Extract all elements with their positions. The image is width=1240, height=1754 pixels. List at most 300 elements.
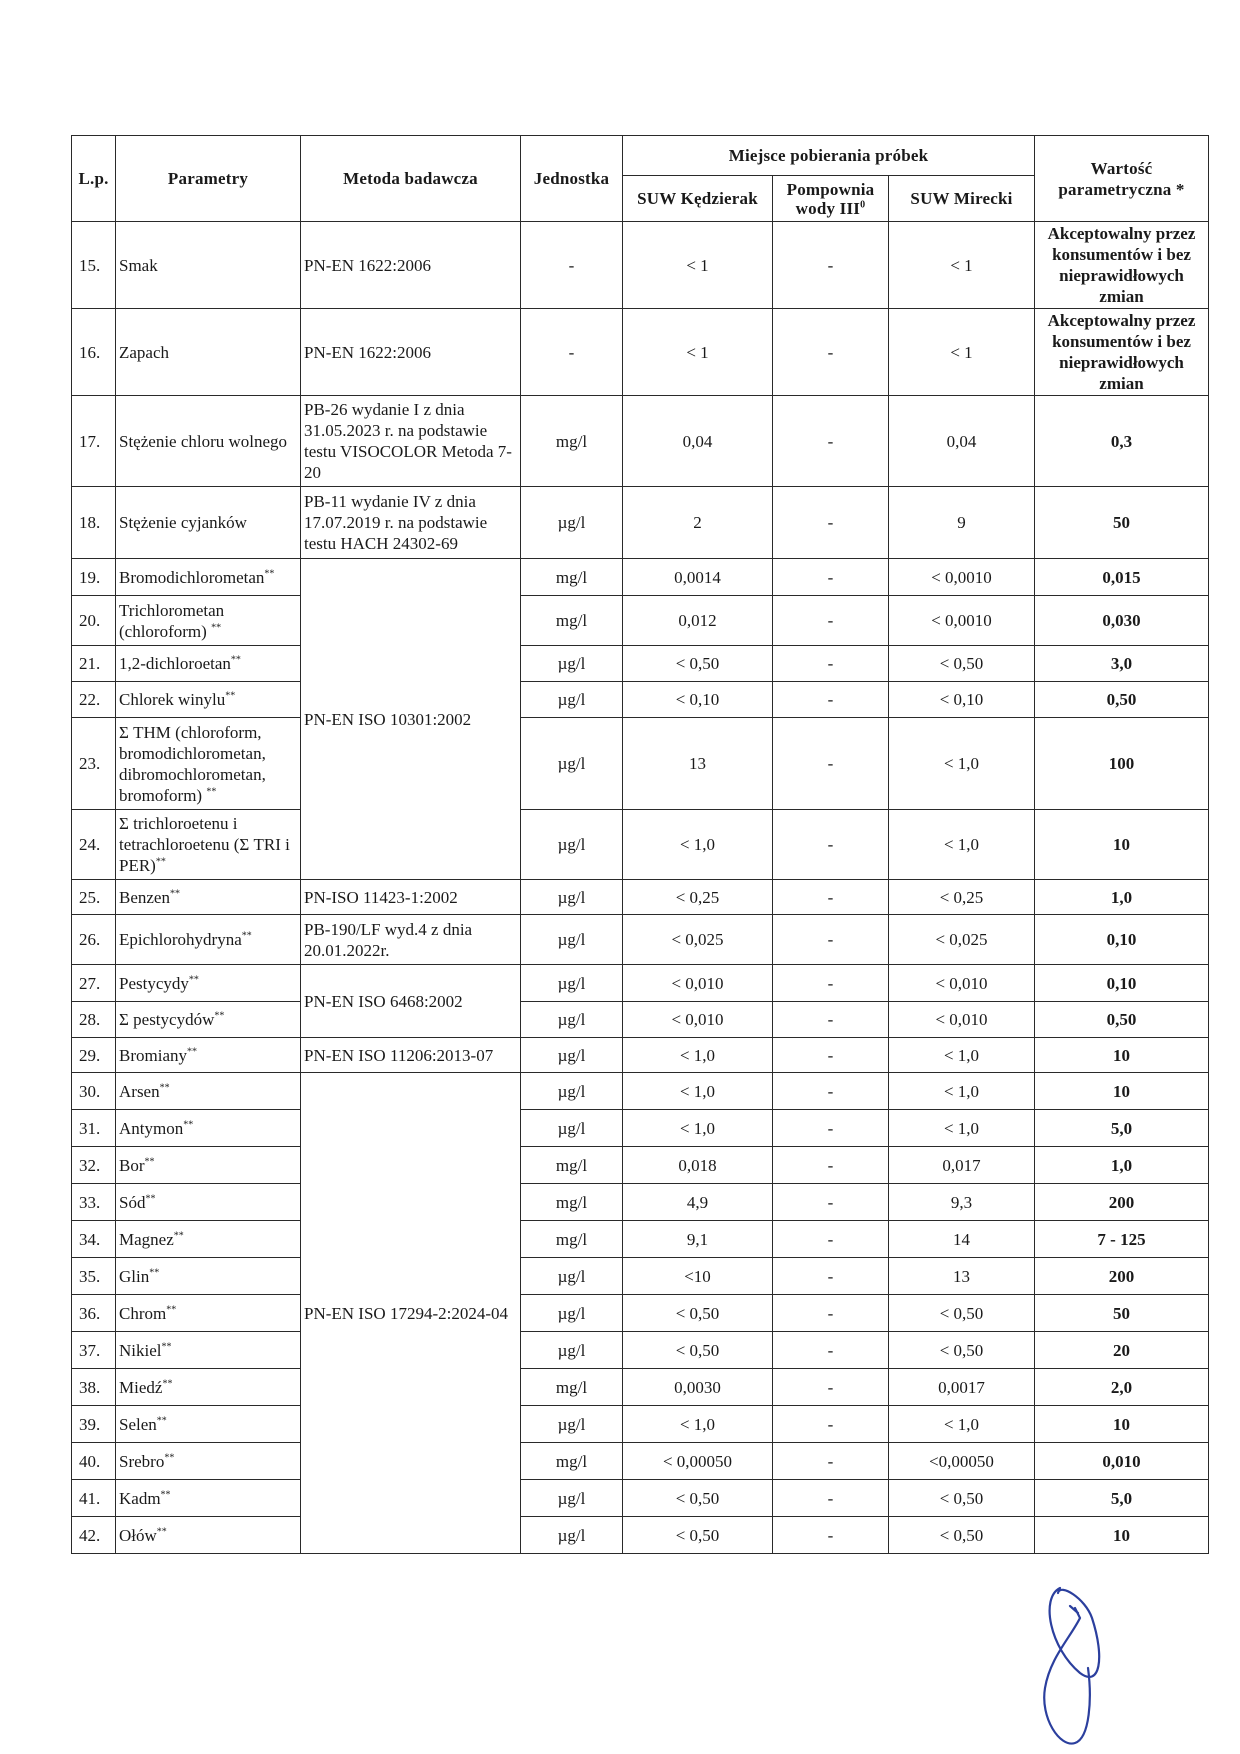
limit-value: 10 bbox=[1035, 1038, 1209, 1073]
site2-value: - bbox=[773, 915, 889, 965]
parameter-name: Bromodichlorometan bbox=[119, 567, 265, 587]
table-row bbox=[72, 880, 1209, 915]
site2-value: - bbox=[773, 646, 889, 682]
site3-value: < 0,10 bbox=[889, 682, 1035, 718]
lp: 24. bbox=[79, 835, 101, 854]
site3-value: 0,04 bbox=[889, 396, 1035, 487]
lp-cell bbox=[72, 1184, 116, 1221]
lp: 28. bbox=[79, 1010, 101, 1029]
site2-value: - bbox=[773, 309, 889, 396]
table-row bbox=[72, 915, 1209, 965]
parameter-name: Benzen bbox=[119, 887, 170, 907]
parameter-name: Σ THM (chloroform, bromodichlorometan, dibromochlorometan, bromoform) bbox=[119, 722, 266, 805]
lp: 29. bbox=[79, 1045, 101, 1065]
site2-value: - bbox=[773, 596, 889, 646]
header-method: Metoda badawcza bbox=[301, 136, 521, 222]
lp-cell bbox=[72, 1002, 116, 1038]
site3-value: < 0,50 bbox=[889, 646, 1035, 682]
parameter-name: Σ pestycydów bbox=[119, 1010, 215, 1029]
site1-value: < 0,50 bbox=[623, 1517, 773, 1554]
site1-value: 4,9 bbox=[623, 1184, 773, 1221]
parameter-cell: Stężenie cyjanków bbox=[116, 487, 301, 559]
site2-value: - bbox=[773, 1002, 889, 1038]
method-cell: PN-ISO 11423-1:2002 bbox=[301, 880, 521, 915]
limit-value: 100 bbox=[1035, 718, 1209, 810]
lp-cell bbox=[72, 1221, 116, 1258]
parameter-cell bbox=[116, 718, 301, 810]
lp: 15. bbox=[79, 255, 101, 275]
footnote-mark: ** bbox=[149, 1266, 160, 1278]
site3-value: < 0,010 bbox=[889, 965, 1035, 1002]
parameter-cell bbox=[116, 1221, 301, 1258]
lp-cell bbox=[72, 1369, 116, 1406]
site3-value: < 1,0 bbox=[889, 1406, 1035, 1443]
header-site-kedzierak: SUW Kędzierak bbox=[623, 176, 773, 222]
limit-value: 0,50 bbox=[1035, 682, 1209, 718]
site3-value: < 0,50 bbox=[889, 1295, 1035, 1332]
unit-cell: µg/l bbox=[521, 718, 623, 810]
water-quality-table bbox=[71, 135, 1209, 1554]
lp: 38. bbox=[79, 1377, 101, 1397]
lp: 23. bbox=[79, 754, 101, 773]
parameter-name: Σ trichloroetenu i tetrachloroetenu (Σ TRI i PER) bbox=[119, 814, 290, 875]
limit-value: 0,3 bbox=[1035, 396, 1209, 487]
unit-cell: µg/l bbox=[521, 915, 623, 965]
table-row bbox=[72, 1369, 1209, 1406]
lp: 42. bbox=[79, 1525, 101, 1545]
footnote-mark: ** bbox=[264, 567, 275, 579]
site2-value: - bbox=[773, 718, 889, 810]
parameter-cell bbox=[116, 810, 301, 880]
unit-cell: µg/l bbox=[521, 880, 623, 915]
site2-value: - bbox=[773, 487, 889, 559]
table-row bbox=[72, 682, 1209, 718]
lp-cell bbox=[72, 1147, 116, 1184]
site1-value: 13 bbox=[623, 718, 773, 810]
footnote-mark: ** bbox=[169, 887, 180, 899]
unit-cell: µg/l bbox=[521, 1073, 623, 1110]
site1-value: < 0,25 bbox=[623, 880, 773, 915]
limit-value: 10 bbox=[1035, 1517, 1209, 1554]
lp: 16. bbox=[79, 342, 101, 362]
lp: 17. bbox=[79, 431, 101, 451]
unit-cell: - bbox=[521, 309, 623, 396]
unit-cell: µg/l bbox=[521, 682, 623, 718]
unit-cell: µg/l bbox=[521, 1480, 623, 1517]
lp-cell bbox=[72, 1110, 116, 1147]
footnote-mark: ** bbox=[214, 1010, 225, 1022]
method-cell: PN-EN 1622:2006 bbox=[301, 309, 521, 396]
parameter-name: Bor bbox=[119, 1155, 145, 1175]
parameter-cell bbox=[116, 1295, 301, 1332]
site3-value: 9 bbox=[889, 487, 1035, 559]
lp-cell bbox=[72, 1332, 116, 1369]
site1-value: < 1,0 bbox=[623, 1073, 773, 1110]
limit-value: 0,50 bbox=[1035, 1002, 1209, 1038]
table-row bbox=[72, 596, 1209, 646]
lp-cell bbox=[72, 396, 116, 487]
lp: 41. bbox=[79, 1488, 101, 1508]
limit-value: 5,0 bbox=[1035, 1110, 1209, 1147]
limit-value: Akceptowalny przez konsumentów i bez nieprawidłowych zmian bbox=[1035, 309, 1209, 396]
site3-value: < 0,50 bbox=[889, 1332, 1035, 1369]
limit-value: 200 bbox=[1035, 1184, 1209, 1221]
lp-cell bbox=[72, 1073, 116, 1110]
parameter-cell bbox=[116, 1073, 301, 1110]
footnote-mark: ** bbox=[155, 856, 166, 868]
footnote-mark: ** bbox=[156, 1525, 167, 1537]
parameter-cell: Zapach bbox=[116, 309, 301, 396]
site1-value: < 0,010 bbox=[623, 1002, 773, 1038]
site3-value: < 0,50 bbox=[889, 1517, 1035, 1554]
site1-value: < 1 bbox=[623, 309, 773, 396]
footnote-mark: ** bbox=[145, 1192, 156, 1204]
site2-value: - bbox=[773, 222, 889, 309]
site1-value: 0,04 bbox=[623, 396, 773, 487]
unit-cell: mg/l bbox=[521, 1443, 623, 1480]
table-row bbox=[72, 1110, 1209, 1147]
header-site2-sup: 0 bbox=[860, 198, 866, 210]
lp-cell bbox=[72, 1517, 116, 1554]
parameter-name: Glin bbox=[119, 1266, 150, 1286]
lp-cell bbox=[72, 1258, 116, 1295]
parameter-name: Epichlorohydryna bbox=[119, 930, 242, 949]
table-row bbox=[72, 1038, 1209, 1073]
site1-value: < 0,50 bbox=[623, 1295, 773, 1332]
site3-value: < 1 bbox=[889, 222, 1035, 309]
limit-value: 10 bbox=[1035, 1073, 1209, 1110]
footnote-mark: ** bbox=[241, 930, 252, 942]
site2-value: - bbox=[773, 1332, 889, 1369]
table-row bbox=[72, 1480, 1209, 1517]
header-unit: Jednostka bbox=[521, 136, 623, 222]
footnote-mark: ** bbox=[160, 1488, 171, 1500]
unit-cell: µg/l bbox=[521, 965, 623, 1002]
site1-value: < 1 bbox=[623, 222, 773, 309]
footnote-mark: ** bbox=[173, 1229, 184, 1241]
parameter-cell bbox=[116, 1147, 301, 1184]
site1-value: < 1,0 bbox=[623, 1406, 773, 1443]
site1-value: < 1,0 bbox=[623, 810, 773, 880]
site2-value: - bbox=[773, 559, 889, 596]
site1-value: <10 bbox=[623, 1258, 773, 1295]
header-site2-line1: Pompownia bbox=[786, 179, 875, 199]
unit-cell: µg/l bbox=[521, 646, 623, 682]
site3-value: < 1,0 bbox=[889, 1073, 1035, 1110]
lp: 37. bbox=[79, 1340, 101, 1360]
site2-value: - bbox=[773, 1184, 889, 1221]
lp: 21. bbox=[79, 654, 101, 673]
unit-cell: - bbox=[521, 222, 623, 309]
lp: 18. bbox=[79, 513, 101, 532]
unit-cell: µg/l bbox=[521, 1110, 623, 1147]
site1-value: 0,0030 bbox=[623, 1369, 773, 1406]
parameter-name: Miedź bbox=[119, 1377, 163, 1397]
parameter-cell bbox=[116, 646, 301, 682]
unit-cell: µg/l bbox=[521, 810, 623, 880]
parameter-name: Nikiel bbox=[119, 1340, 162, 1360]
unit-cell: mg/l bbox=[521, 1184, 623, 1221]
parameter-cell bbox=[116, 1038, 301, 1073]
unit-cell: µg/l bbox=[521, 1406, 623, 1443]
table-row bbox=[72, 718, 1209, 810]
site3-value: 13 bbox=[889, 1258, 1035, 1295]
site2-value: - bbox=[773, 810, 889, 880]
site2-value: - bbox=[773, 1406, 889, 1443]
parameter-cell bbox=[116, 1002, 301, 1038]
footnote-mark: ** bbox=[162, 1377, 173, 1389]
lp: 25. bbox=[79, 887, 101, 907]
limit-value: 1,0 bbox=[1035, 1147, 1209, 1184]
parameter-cell: Smak bbox=[116, 222, 301, 309]
lp-cell bbox=[72, 1443, 116, 1480]
parameter-cell bbox=[116, 1517, 301, 1554]
site2-value: - bbox=[773, 880, 889, 915]
method-cell: PN-EN ISO 10301:2002 bbox=[301, 559, 521, 880]
site2-value: - bbox=[773, 396, 889, 487]
site3-value: 0,017 bbox=[889, 1147, 1035, 1184]
parameter-cell bbox=[116, 1369, 301, 1406]
lp-cell bbox=[72, 718, 116, 810]
site2-value: - bbox=[773, 965, 889, 1002]
table-row bbox=[72, 646, 1209, 682]
header-lp: L.p. bbox=[72, 136, 116, 222]
parameter-cell bbox=[116, 559, 301, 596]
site3-value: < 1,0 bbox=[889, 1110, 1035, 1147]
method-cell: PN-EN ISO 17294-2:2024-04 bbox=[301, 1073, 521, 1554]
header-site2-line2-wrap bbox=[777, 199, 884, 218]
header-site2-line2: wody III bbox=[795, 198, 861, 218]
unit-cell: µg/l bbox=[521, 1295, 623, 1332]
lp: 33. bbox=[79, 1192, 101, 1212]
table-row bbox=[72, 487, 1209, 559]
limit-value: 10 bbox=[1035, 1406, 1209, 1443]
lp-cell bbox=[72, 880, 116, 915]
site1-value: < 0,50 bbox=[623, 1332, 773, 1369]
site1-value: 0,018 bbox=[623, 1147, 773, 1184]
parameter-cell bbox=[116, 915, 301, 965]
site3-value: < 0,25 bbox=[889, 880, 1035, 915]
lp: 26. bbox=[79, 930, 101, 949]
method-cell: PB-26 wydanie I z dnia 31.05.2023 r. na podstawie testu VISOCOLOR Metoda 7-20 bbox=[301, 396, 521, 487]
unit-cell: mg/l bbox=[521, 559, 623, 596]
footnote-mark: ** bbox=[164, 1451, 175, 1463]
site1-value: < 0,50 bbox=[623, 1480, 773, 1517]
site3-value: < 1 bbox=[889, 309, 1035, 396]
limit-value: 0,10 bbox=[1035, 915, 1209, 965]
site1-value: 0,012 bbox=[623, 596, 773, 646]
parameter-name: Ołów bbox=[119, 1525, 157, 1545]
lp: 40. bbox=[79, 1451, 101, 1471]
site2-value: - bbox=[773, 1110, 889, 1147]
lp-cell bbox=[72, 1295, 116, 1332]
method-cell: PB-11 wydanie IV z dnia 17.07.2019 r. na podstawie testu HACH 24302-69 bbox=[301, 487, 521, 559]
footnote-mark: ** bbox=[225, 690, 236, 702]
unit-cell: µg/l bbox=[521, 1517, 623, 1554]
site1-value: 2 bbox=[623, 487, 773, 559]
table-row bbox=[72, 1147, 1209, 1184]
unit-cell: mg/l bbox=[521, 1147, 623, 1184]
unit-cell: mg/l bbox=[521, 596, 623, 646]
table-row bbox=[72, 1406, 1209, 1443]
lp-cell bbox=[72, 915, 116, 965]
site1-value: < 1,0 bbox=[623, 1038, 773, 1073]
footnote-mark: ** bbox=[187, 1045, 197, 1057]
limit-value: 0,10 bbox=[1035, 965, 1209, 1002]
site1-value: < 0,00050 bbox=[623, 1443, 773, 1480]
table-row bbox=[72, 1443, 1209, 1480]
unit-cell: µg/l bbox=[521, 1002, 623, 1038]
footnote-mark: ** bbox=[211, 621, 222, 633]
site1-value: < 0,50 bbox=[623, 646, 773, 682]
lp-cell bbox=[72, 1480, 116, 1517]
table-row bbox=[72, 559, 1209, 596]
limit-value: 20 bbox=[1035, 1332, 1209, 1369]
table-row bbox=[72, 1295, 1209, 1332]
parameter-name: Antymon bbox=[119, 1118, 184, 1138]
parameter-name: Chrom bbox=[119, 1303, 167, 1323]
header-sampling-group: Miejsce pobierania próbek bbox=[623, 136, 1035, 176]
unit-cell: mg/l bbox=[521, 1221, 623, 1258]
table-row bbox=[72, 965, 1209, 1002]
site3-value: 9,3 bbox=[889, 1184, 1035, 1221]
site2-value: - bbox=[773, 1295, 889, 1332]
parameter-name: Bromiany bbox=[119, 1045, 187, 1065]
limit-value: 200 bbox=[1035, 1258, 1209, 1295]
footnote-mark: ** bbox=[206, 785, 217, 797]
lp-cell bbox=[72, 682, 116, 718]
site1-value: < 0,025 bbox=[623, 915, 773, 965]
site2-value: - bbox=[773, 1369, 889, 1406]
parameter-cell bbox=[116, 1406, 301, 1443]
limit-value: 0,015 bbox=[1035, 559, 1209, 596]
site3-value: < 0,0010 bbox=[889, 596, 1035, 646]
table-row bbox=[72, 222, 1209, 309]
footnote-mark: ** bbox=[161, 1340, 172, 1352]
header-limit bbox=[1035, 136, 1209, 222]
site2-value: - bbox=[773, 1147, 889, 1184]
parameter-name: Srebro bbox=[119, 1451, 165, 1471]
method-cell: PN-EN 1622:2006 bbox=[301, 222, 521, 309]
site1-value: 0,0014 bbox=[623, 559, 773, 596]
parameter-name: Chlorek winylu bbox=[119, 690, 226, 709]
header-limit-line1: Wartość bbox=[1090, 158, 1153, 178]
table-row bbox=[72, 1517, 1209, 1554]
parameter-cell bbox=[116, 880, 301, 915]
parameter-cell bbox=[116, 1110, 301, 1147]
limit-value: 10 bbox=[1035, 810, 1209, 880]
parameter-name: 1,2-dichloroetan bbox=[119, 654, 231, 673]
site2-value: - bbox=[773, 1443, 889, 1480]
lp: 19. bbox=[79, 567, 101, 587]
header-limit-line2: parametryczna * bbox=[1058, 179, 1185, 199]
parameter-name: Kadm bbox=[119, 1488, 161, 1508]
parameter-cell bbox=[116, 1480, 301, 1517]
lp-cell bbox=[72, 1406, 116, 1443]
footnote-mark: ** bbox=[159, 1081, 170, 1093]
unit-cell: µg/l bbox=[521, 1258, 623, 1295]
parameter-cell bbox=[116, 682, 301, 718]
lp-cell bbox=[72, 810, 116, 880]
limit-value: 5,0 bbox=[1035, 1480, 1209, 1517]
limit-value: 0,010 bbox=[1035, 1443, 1209, 1480]
lp-cell bbox=[72, 1038, 116, 1073]
lp-cell bbox=[72, 222, 116, 309]
table-row bbox=[72, 1258, 1209, 1295]
site3-value: < 0,0010 bbox=[889, 559, 1035, 596]
lp: 32. bbox=[79, 1155, 101, 1175]
site3-value: 0,0017 bbox=[889, 1369, 1035, 1406]
lp: 31. bbox=[79, 1118, 101, 1138]
parameter-name: Arsen bbox=[119, 1081, 160, 1101]
site2-value: - bbox=[773, 1038, 889, 1073]
lp: 39. bbox=[79, 1414, 101, 1434]
lp-cell bbox=[72, 965, 116, 1002]
handwritten-signature-icon bbox=[1030, 1578, 1120, 1748]
limit-value: 50 bbox=[1035, 1295, 1209, 1332]
header-site-pompownia bbox=[773, 176, 889, 222]
lp-cell bbox=[72, 309, 116, 396]
limit-value: 3,0 bbox=[1035, 646, 1209, 682]
site1-value: < 0,10 bbox=[623, 682, 773, 718]
footnote-mark: ** bbox=[156, 1414, 167, 1426]
limit-value: 0,030 bbox=[1035, 596, 1209, 646]
parameter-cell bbox=[116, 1332, 301, 1369]
limit-value: Akceptowalny przez konsumentów i bez nieprawidłowych zmian bbox=[1035, 222, 1209, 309]
lp-cell bbox=[72, 646, 116, 682]
parameter-name: Trichlorometan (chloroform) bbox=[119, 600, 225, 641]
parameter-name: Sód bbox=[119, 1192, 146, 1212]
footnote-mark: ** bbox=[230, 654, 241, 666]
site3-value: < 1,0 bbox=[889, 1038, 1035, 1073]
footnote-mark: ** bbox=[183, 1118, 194, 1130]
site1-value: < 0,010 bbox=[623, 965, 773, 1002]
site3-value: < 1,0 bbox=[889, 810, 1035, 880]
method-cell: PN-EN ISO 6468:2002 bbox=[301, 965, 521, 1038]
site2-value: - bbox=[773, 1517, 889, 1554]
parameter-cell bbox=[116, 596, 301, 646]
method-cell: PB-190/LF wyd.4 z dnia 20.01.2022r. bbox=[301, 915, 521, 965]
lp: 30. bbox=[79, 1081, 101, 1101]
table-row bbox=[72, 396, 1209, 487]
unit-cell: µg/l bbox=[521, 1332, 623, 1369]
method-cell: PN-EN ISO 11206:2013-07 bbox=[301, 1038, 521, 1073]
site3-value: 14 bbox=[889, 1221, 1035, 1258]
site1-value: < 1,0 bbox=[623, 1110, 773, 1147]
footnote-mark: ** bbox=[188, 973, 199, 985]
limit-value: 50 bbox=[1035, 487, 1209, 559]
table-row bbox=[72, 309, 1209, 396]
parameter-cell bbox=[116, 1258, 301, 1295]
table-row bbox=[72, 1002, 1209, 1038]
lp: 34. bbox=[79, 1229, 101, 1249]
limit-value: 1,0 bbox=[1035, 880, 1209, 915]
footnote-mark: ** bbox=[144, 1155, 155, 1167]
site2-value: - bbox=[773, 1480, 889, 1517]
lp-cell bbox=[72, 596, 116, 646]
unit-cell: µg/l bbox=[521, 1038, 623, 1073]
site3-value: < 0,025 bbox=[889, 915, 1035, 965]
table-row bbox=[72, 1221, 1209, 1258]
unit-cell: mg/l bbox=[521, 396, 623, 487]
parameter-name: Pestycydy bbox=[119, 973, 189, 993]
unit-cell: mg/l bbox=[521, 1369, 623, 1406]
header-parameter: Parametry bbox=[116, 136, 301, 222]
site2-value: - bbox=[773, 682, 889, 718]
header-site-mirecki: SUW Mirecki bbox=[889, 176, 1035, 222]
lp: 35. bbox=[79, 1266, 101, 1286]
table-row bbox=[72, 1332, 1209, 1369]
